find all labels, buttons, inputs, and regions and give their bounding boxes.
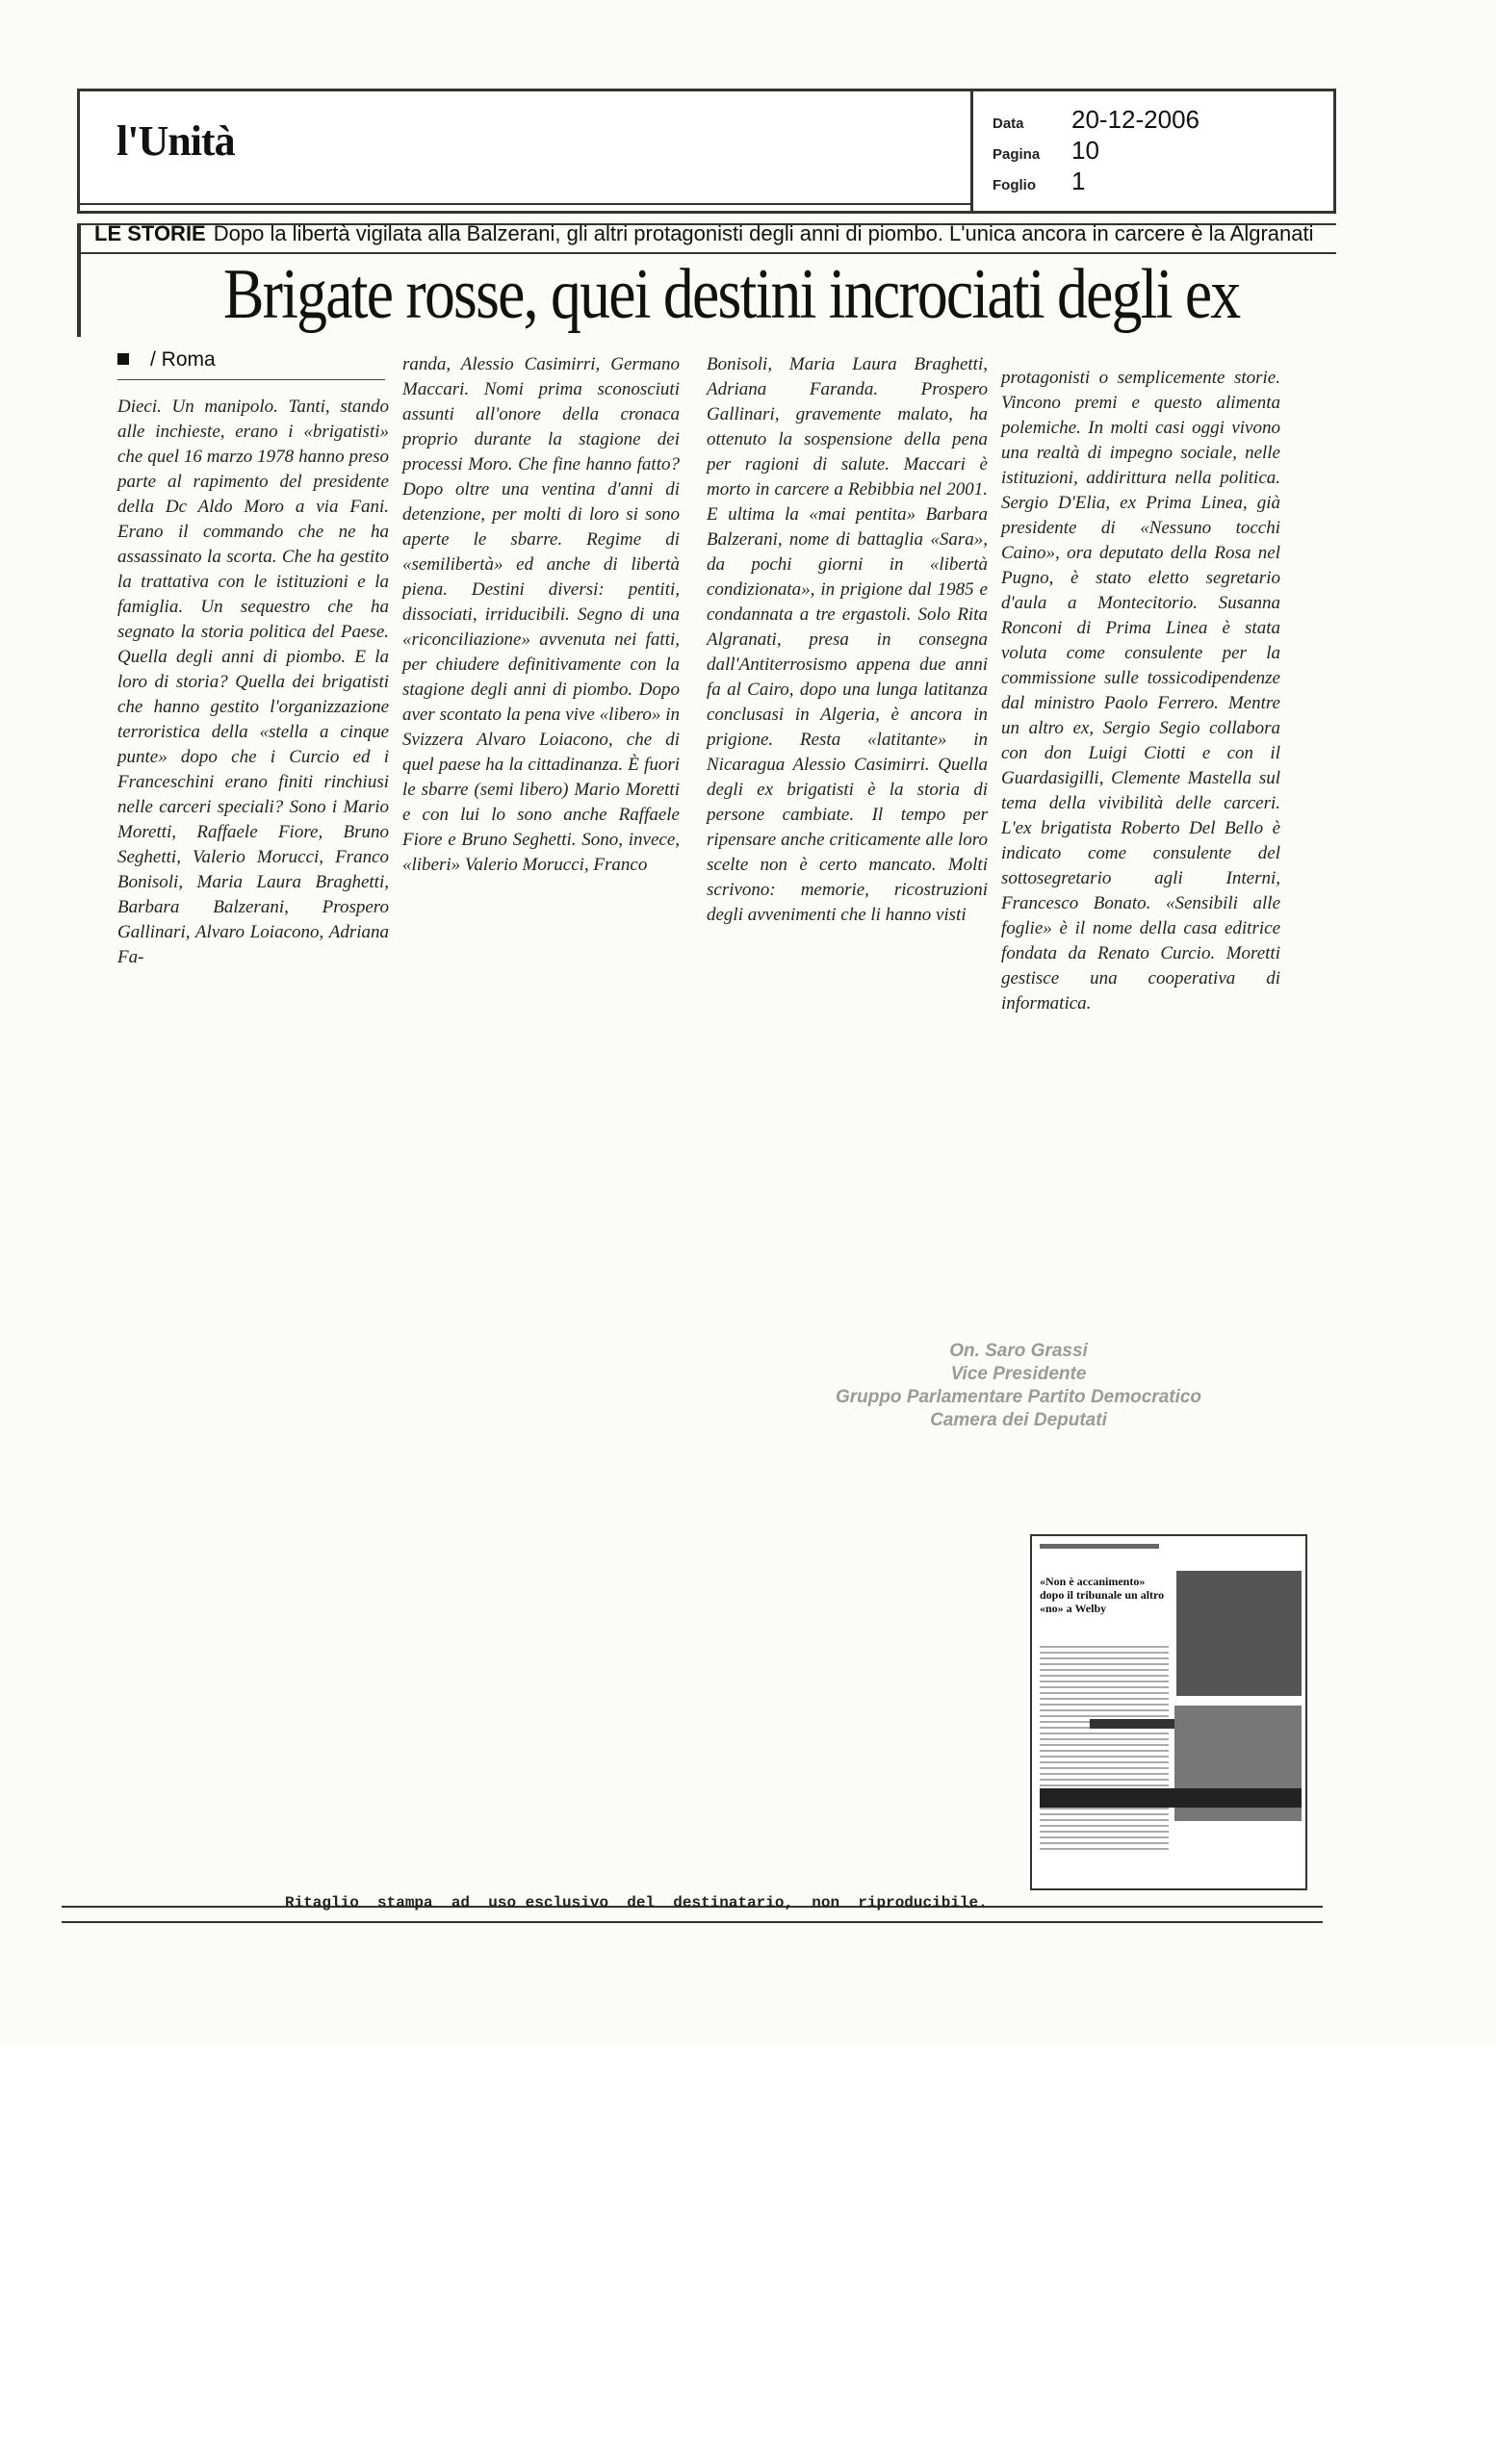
footer-rule-bottom: [62, 1921, 1323, 1923]
kicker: [94, 221, 1313, 246]
data-value: 20-12-2006: [1071, 105, 1199, 134]
byline-location: / Roma: [150, 348, 216, 371]
article-column-1: [117, 395, 389, 970]
kicker-tag: LE STORIE: [94, 221, 206, 245]
byline-square-icon: [117, 353, 129, 365]
column-text: protagonisti o semplicemente storie. Vincono premi e questo alimenta polemiche. In molti casi oggi vivono una realtà di impegno sociale, nelle istituzioni, addirittura nella politica. Sergio D'Elia, ex Prima Linea, già presidente di «Nessuno tocchi Caino», ora deputato della Rosa nel Pugno, è stato eletto segretario d'aula a Montecitorio. Susanna Ronconi di Prima Linea è stata voluta come consulente per la commissione sulle tossicodipendenze dal ministro Paolo Ferrero. Mentre un altro ex, Sergio Segio collabora con don Luigi Ciotti e con il Guardasigilli, Clemente Mastella sul tema della vivibilità delle carceri. L'ex brigatista Roberto Del Bello è indicato come consulente del sottosegretario agli Interni, Francesco Bonato. «Sensibili alle foglie» è il nome della casa editrice fondata da Renato Curcio. Moretti gestisce una cooperativa di informatica.: [1001, 368, 1280, 1014]
meta-pagina-row: [993, 136, 1099, 166]
meta-foglio-row: [993, 167, 1085, 196]
article-column-3: [707, 352, 988, 928]
article-column-4: [1001, 366, 1280, 1016]
stamp-line: On. Saro Grassi: [949, 1341, 1088, 1361]
foglio-label: Foglio: [993, 177, 1036, 193]
official-stamp: [816, 1340, 1221, 1432]
newspaper-logo: l'Unità: [116, 117, 235, 165]
page-thumbnail: [1030, 1534, 1307, 1890]
masthead-box: [77, 89, 1336, 214]
article-headline: Brigate rosse, quei destini incrociati degli ex: [223, 255, 1240, 334]
kicker-text: Dopo la libertà vigilata alla Balzerani, gli altri protagonisti degli anni di piombo. L'unica ancora in carcere è la Algranati: [213, 221, 1314, 245]
masthead-separator: [970, 91, 973, 211]
byline: [117, 348, 216, 372]
thumbnail-text-block: [1040, 1642, 1169, 1854]
article-column-2: [402, 352, 680, 878]
pagina-label: Pagina: [993, 146, 1041, 163]
footer-notice: Ritaglio stampa ad uso esclusivo del destinatario, non riproducibile.: [285, 1894, 988, 1912]
foglio-value: 1: [1071, 167, 1086, 195]
column-text: Dieci. Un manipolo. Tanti, stando alle inchieste, erano i «brigatisti» che quel 16 marzo 1978 hanno preso parte al rapimento del presidente della Dc Aldo Moro a via Fani. Erano il commando che ne ha assassinato la scorta. Che ha gestito la trattativa con le istituzioni e la famiglia. Un sequestro che ha segnato la storia politica del Paese. Quella degli anni di piombo. E la loro di storia? Quella dei brigatisti che hanno gestito l'organizzazione terroristica della «stella a cinque punte» dopo che i Curcio ed i Franceschini erano finiti rinchiusi nelle carceri speciali? Sono i Mario Moretti, Raffaele Fiore, Bruno Seghetti, Valerio Morucci, Franco Bonisoli, Maria Laura Braghetti, Barbara Balzerani, Prospero Gallinari, Alvaro Loiacono, Adriana Fa-: [117, 397, 389, 967]
thumbnail-dark-banner: [1040, 1788, 1302, 1808]
thumbnail-masthead: [1040, 1544, 1159, 1549]
masthead-rule: [80, 203, 970, 205]
stamp-line: Gruppo Parlamentare Partito Democratico: [835, 1387, 1202, 1407]
column-text: randa, Alessio Casimirri, Germano Maccari. Nomi prima sconosciuti assunti all'onore della cronaca proprio durante la stagione dei processi Moro. Che fine hanno fatto? Dopo oltre una ventina d'anni di detenzione, per molti di loro si sono aperte le sbarre. Regime di «semilibertà» ed anche di libertà piena. Destini diversi: pentiti, dissociati, irriducibili. Segno di una «riconciliazione» avvenuta nei fatti, per chiudere definitivamente con la stagione degli anni di piombo. Dopo aver scontato la pena vive «libero» in Svizzera Alvaro Loiacono, che di quel paese ha la cittadinanza. È fuori le sbarre (semi libero) Mario Moretti e con lui lo sono anche Raffaele Fiore e Bruno Seghetti. Sono, invece, «liberi» Valerio Morucci, Franco: [402, 354, 680, 875]
thumbnail-band: [1090, 1719, 1174, 1729]
meta-data-row: [993, 105, 1199, 135]
byline-rule: [117, 379, 385, 380]
thumbnail-headline: «Non è accanimento» dopo il tribunale un altro «no» a Welby: [1040, 1575, 1165, 1615]
data-label: Data: [993, 116, 1024, 132]
column-text: Bonisoli, Maria Laura Braghetti, Adriana Faranda. Prospero Gallinari, gravemente malato, ha ottenuto la sospensione della pena per ragioni di salute. Maccari è morto in carcere a Rebibbia nel 2001. E ultima la «mai pentita» Barbara Balzerani, nome di battaglia «Sara», da pochi giorni in «libertà condizionata», in prigione dal 1985 e condannata a tre ergastoli. Solo Rita Algranati, presa in consegna dall'Antiterrosismo appena due anni fa al Cairo, dopo una lunga latitanza conclusasi in Algeria, è ancora in prigione. Resta «latitante» in Nicaragua Alessio Casimirri. Quella degli ex brigatisti è la storia di persone cambiate. Il tempo per ripensare anche criticamente alle loro scelte non è certo mancato. Molti scrivono: memorie, ricostruzioni degli avvenimenti che li hanno visti: [707, 354, 988, 925]
stamp-line: Camera dei Deputati: [930, 1410, 1107, 1430]
thumbnail-photo: [1176, 1571, 1302, 1696]
pagina-value: 10: [1071, 136, 1099, 165]
left-vertical-bar: [77, 223, 81, 337]
stamp-line: Vice Presidente: [950, 1364, 1087, 1384]
